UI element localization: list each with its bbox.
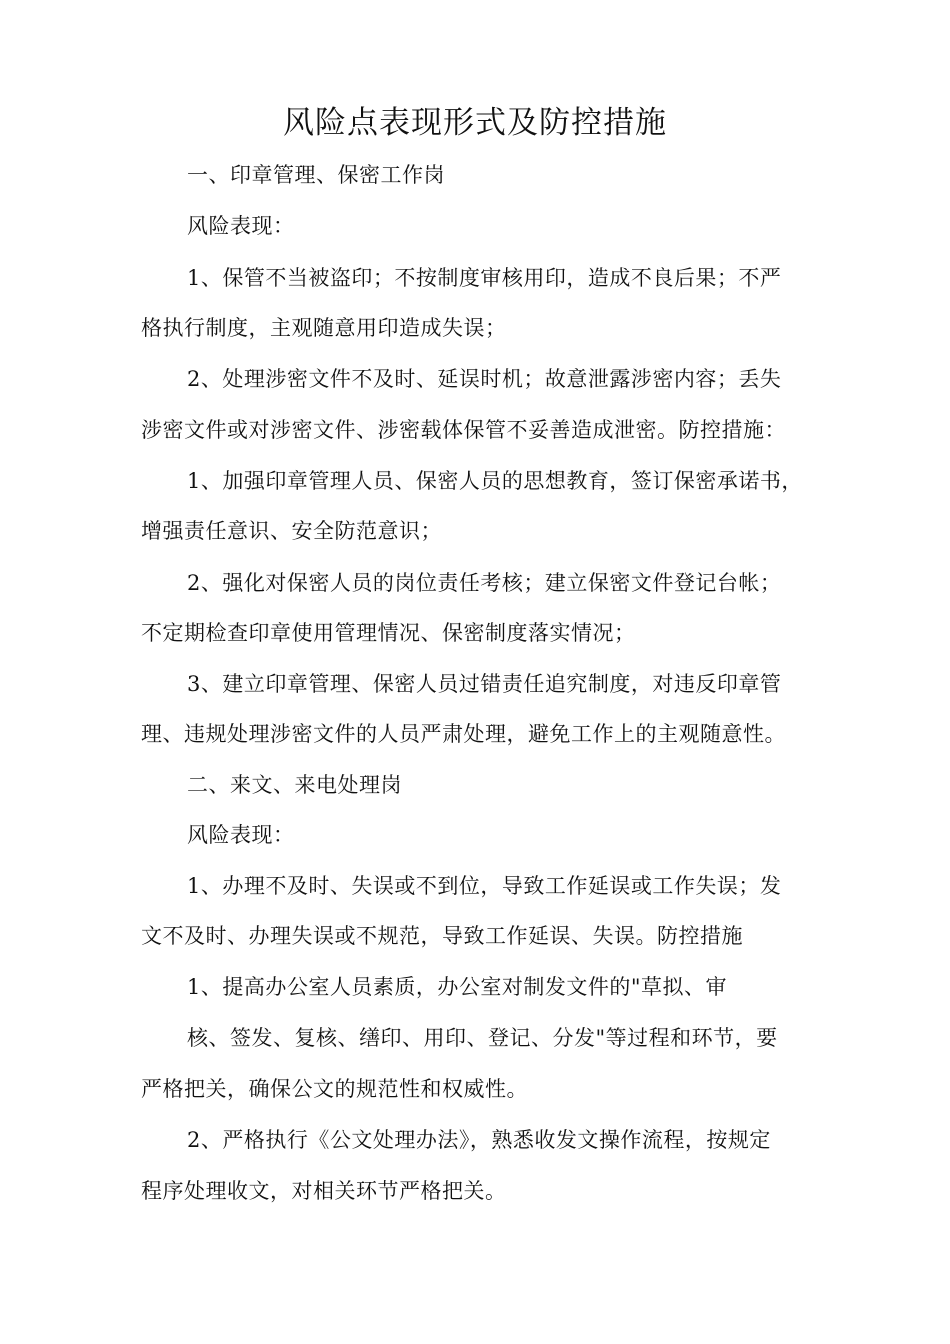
paragraph-line: 1、保管不当被盗印；不按制度审核用印，造成不良后果；不严 — [187, 266, 782, 290]
section-heading-2: 二、来文、来电处理岗 — [187, 773, 402, 797]
section-heading-1: 一、印章管理、保密工作岗 — [187, 163, 445, 187]
paragraph-line: 3、建立印章管理、保密人员过错责任追究制度，对违反印章管 — [187, 672, 782, 696]
paragraph-line: 格执行制度，主观随意用印造成失误； — [141, 316, 507, 340]
paragraph-line: 1、办理不及时、失误或不到位，导致工作延误或工作失误；发 — [187, 874, 782, 898]
paragraph-line: 不定期检查印章使用管理情况、保密制度落实情况； — [141, 621, 636, 645]
paragraph-line: 理、违规处理涉密文件的人员严肃处理，避免工作上的主观随意性。 — [141, 722, 786, 746]
paragraph-label: 风险表现： — [187, 823, 295, 847]
paragraph-label: 风险表现： — [187, 214, 295, 238]
paragraph-line: 核、签发、复核、缮印、用印、登记、分发"等过程和环节，要 — [187, 1026, 778, 1050]
paragraph-line: 2、严格执行《公文处理办法》，熟悉收发文操作流程，按规定 — [187, 1128, 771, 1152]
document-title: 风险点表现形式及防控措施 — [283, 105, 667, 141]
paragraph-line: 2、强化对保密人员的岗位责任考核；建立保密文件登记台帐； — [187, 571, 782, 595]
paragraph-line: 1、加强印章管理人员、保密人员的思想教育，签订保密承诺书， — [187, 469, 803, 493]
paragraph-line: 1、提高办公室人员素质，办公室对制发文件的"草拟、审 — [187, 975, 728, 999]
paragraph-line: 涉密文件或对涉密文件、涉密载体保管不妥善造成泄密。防控措施： — [141, 418, 786, 442]
paragraph-line: 程序处理收文，对相关环节严格把关。 — [141, 1179, 507, 1203]
paragraph-line: 2、处理涉密文件不及时、延误时机；故意泄露涉密内容；丢失 — [187, 367, 782, 391]
paragraph-line: 文不及时、办理失误或不规范，导致工作延误、失误。防控措施 — [141, 924, 743, 948]
paragraph-line: 增强责任意识、安全防范意识； — [141, 519, 442, 543]
paragraph-line: 严格把关，确保公文的规范性和权威性。 — [141, 1077, 528, 1101]
